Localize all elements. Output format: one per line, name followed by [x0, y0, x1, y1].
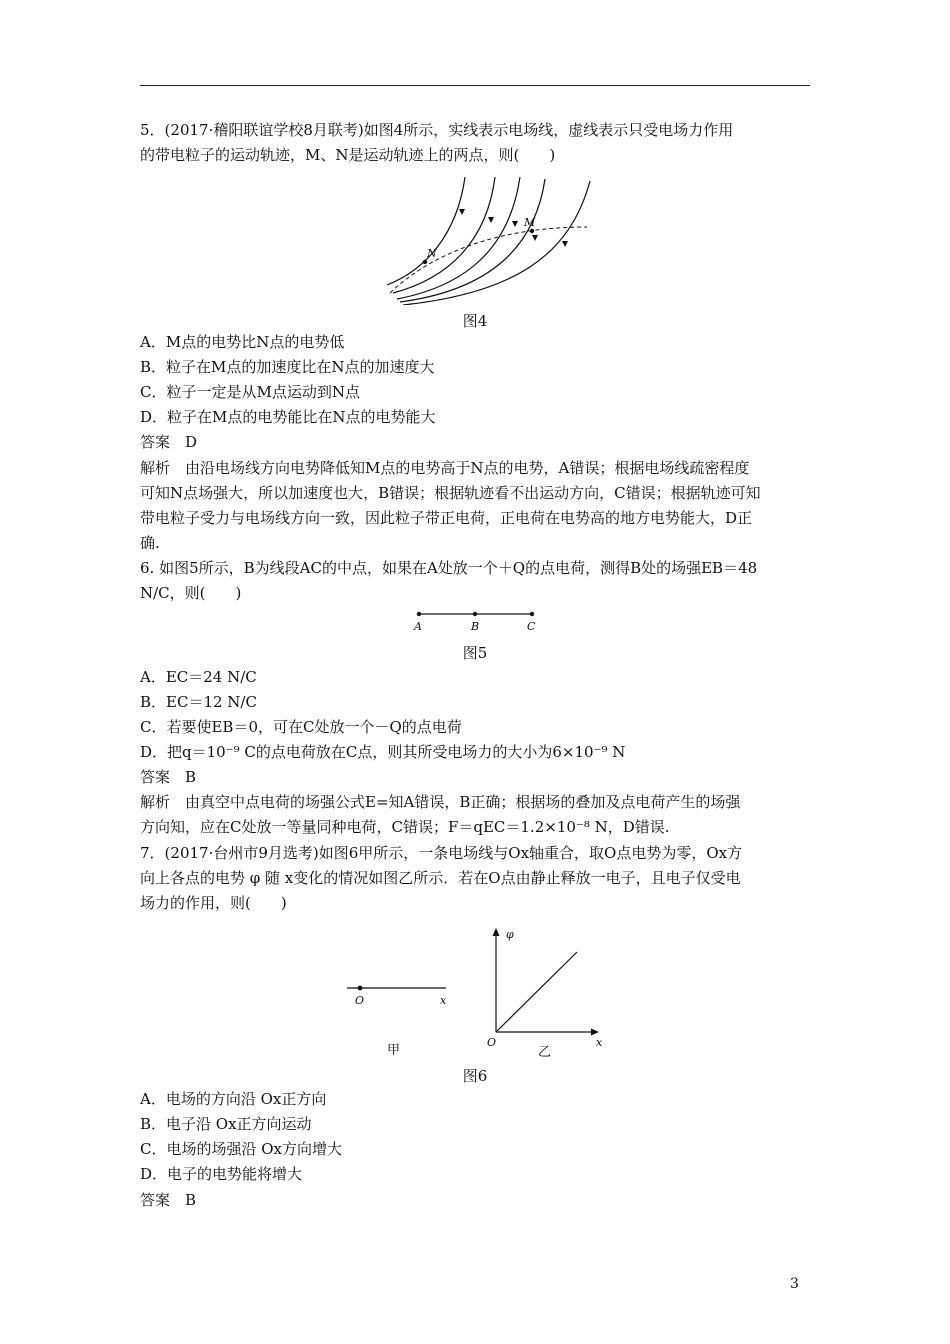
label-b: B	[471, 620, 480, 633]
q7-answer: 答案 B	[140, 1191, 197, 1209]
q6-analysis-line1: 解析 由真空中点电荷的场强公式E=知A错误，B正确；根据场的叠加及点电荷产生的场强	[140, 793, 741, 811]
label-x: x	[440, 994, 447, 1007]
origin-point	[358, 986, 363, 991]
q7-option-d: D．电子的电势能将增大	[140, 1165, 303, 1183]
q5-option-c: C．粒子一定是从M点运动到N点	[140, 383, 360, 401]
q5-stem-line2: 的带电粒子的运动轨迹，M、N是运动轨迹上的两点，则( )	[140, 146, 556, 164]
label-jia: 甲	[387, 1043, 401, 1058]
phi-x-line	[496, 952, 577, 1032]
field-line	[387, 177, 465, 285]
q5-analysis-line3: 带电粒子受力与电场线方向一致，因此粒子带正电荷，正电荷在电势高的地方电势能大，D正	[140, 509, 753, 527]
figure-6-jia-axis	[340, 975, 460, 1065]
q6-option-b: B．EC＝12 N/C	[140, 693, 257, 711]
q7-stem-line2: 向上各点的电势 φ 随 x变化的情况如图乙所示．若在O点由静止释放一电子，且电子仅受电	[140, 869, 741, 887]
label-o: O	[487, 1036, 497, 1049]
figure-6-yi-graph	[480, 925, 610, 1065]
page-number: 3	[790, 1276, 799, 1292]
q5-option-d: D．粒子在M点的电势能比在N点的电势能大	[140, 408, 436, 426]
field-line	[403, 181, 590, 305]
q5-analysis-line1: 解析 由沿电场线方向电势降低知M点的电势高于N点的电势，A错误；根据电场线疏密程度	[140, 459, 750, 477]
q5-analysis-line4: 确.	[140, 534, 160, 552]
q6-stem-line1: 6. 如图5所示，B为线段AC的中点，如果在A处放一个＋Q的点电荷，测得B处的场强EB＝48	[140, 559, 758, 577]
q7-option-b: B．电子沿 Ox正方向运动	[140, 1115, 312, 1133]
q6-option-c: C．若要使EB＝0，可在C处放一个－Q的点电荷	[140, 718, 462, 736]
point-n	[423, 260, 427, 264]
point-b	[473, 612, 477, 616]
label-a: A	[414, 620, 422, 633]
label-x: x	[596, 1036, 603, 1049]
figure-4-caption: 图4	[462, 312, 488, 330]
figure-5-segment	[405, 608, 545, 634]
q6-option-d: D．把q＝10⁻⁹ C的点电荷放在C点，则其所受电场力的大小为6×10⁻⁹ N	[140, 743, 626, 761]
q5-option-b: B．粒子在M点的加速度比在N点的加速度大	[140, 358, 435, 376]
point-a	[417, 612, 421, 616]
point-c	[530, 612, 534, 616]
label-phi: φ	[506, 928, 514, 941]
q6-stem-line2: N/C，则( )	[140, 584, 242, 602]
figure-6-caption: 图6	[462, 1067, 488, 1085]
q6-option-a: A．EC＝24 N/C	[140, 668, 257, 686]
q5-answer: 答案 D	[140, 433, 198, 451]
label-o: O	[355, 994, 365, 1007]
q7-option-a: A．电场的方向沿 Ox正方向	[140, 1090, 327, 1108]
q6-answer: 答案 B	[140, 768, 197, 786]
point-m	[530, 229, 534, 233]
q5-stem-line1: 5．(2017·稽阳联谊学校8月联考)如图4所示，实线表示电场线，虚线表示只受电场力作用	[140, 121, 734, 139]
label-yi: 乙	[538, 1045, 552, 1060]
q6-analysis-line2: 方向知，应在C处放一等量同种电荷，C错误；F＝qEC＝1.2×10⁻⁸ N，D错误.	[140, 818, 670, 836]
q5-analysis-line2: 可知N点场强大，所以加速度也大，B错误；根据轨迹看不出运动方向，C错误；根据轨迹可知	[140, 484, 761, 502]
header-rule	[140, 85, 810, 86]
phi-axis-arrow	[493, 928, 500, 936]
q7-option-c: C．电场的场强沿 Ox方向增大	[140, 1140, 343, 1158]
label-m: M	[524, 216, 536, 229]
label-c: C	[527, 620, 536, 633]
q7-stem-line1: 7．(2017·台州市9月选考)如图6甲所示，一条电场线与Ox轴重合，取O点电势为零，Ox方	[140, 844, 743, 862]
field-line	[397, 177, 520, 299]
field-line	[393, 177, 495, 293]
q5-option-a: A．M点的电势比N点的电势低	[140, 333, 345, 351]
x-axis-arrow	[591, 1029, 599, 1036]
figure-4-field-lines	[385, 175, 595, 305]
q7-stem-line3: 场力的作用，则( )	[140, 894, 287, 912]
figure-5-caption: 图5	[462, 644, 488, 662]
label-n: N	[427, 247, 437, 260]
